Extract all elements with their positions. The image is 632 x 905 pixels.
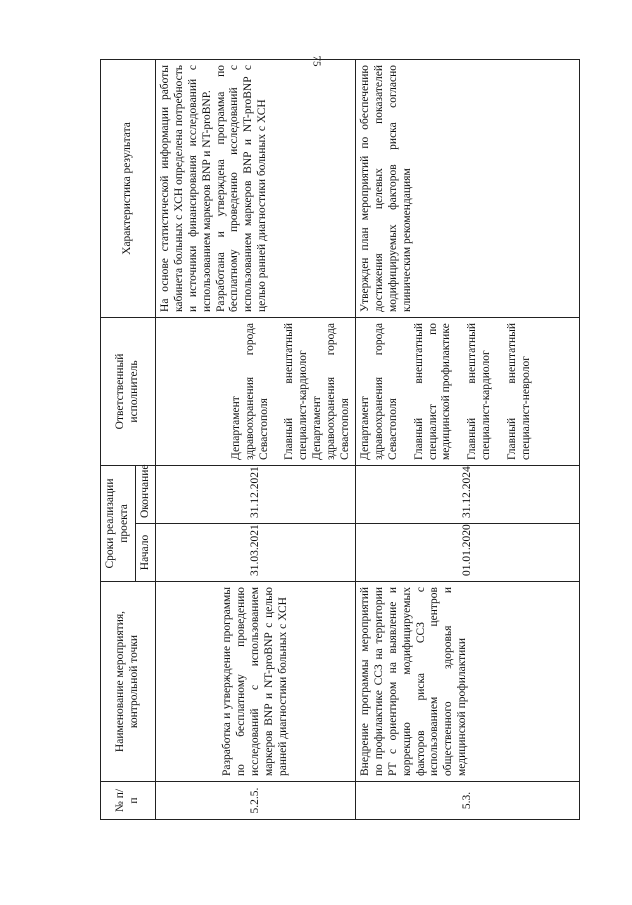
rotated-table-container xyxy=(100,60,580,820)
responsible-item: Департамент здравоохранения города Севастополя xyxy=(359,322,400,460)
row-number: 5.2.5. xyxy=(156,782,356,820)
header-responsible: Ответственный исполнитель xyxy=(101,317,156,465)
header-terms: Сроки реализации проекта xyxy=(101,465,136,581)
responsible-item: Главный внештатный специалист по медицинской профилактике xyxy=(412,322,453,460)
table-row xyxy=(356,59,580,819)
row-name-text: Внедрение программы мероприятий по профилактике ССЗ на территории РТ с ориентиром на выявление и коррекцию модифицируемых факторов риска ССЗ с использованием центров общественного здоровья и медицинской профилактики xyxy=(359,587,468,776)
responsible-item: Главный внештатный специалист-невролог xyxy=(505,322,532,460)
responsible-item: Департамент здравоохранения города Севастополя xyxy=(230,322,270,460)
header-name: Наименование мероприятия, контрольной точки xyxy=(101,582,156,782)
result-item: На основе статистической информации работы кабинета больных с ХСН определена потребность и источники финансирования исследований с использованием маркеров BNP и NT-proBNP. xyxy=(159,64,213,312)
row-name xyxy=(156,582,356,782)
row-result xyxy=(356,59,580,317)
row-name-text: Разработка и утверждение программы по бесплатному проведению исследований с использованием маркеров BNP и NT-proBNP с целью ранней диагностики больных с ХСН xyxy=(221,587,289,776)
row-number: 5.3. xyxy=(356,782,580,820)
row-end-date: 31.12.2024 xyxy=(356,465,580,523)
row-responsible xyxy=(156,317,356,465)
table-row xyxy=(156,59,356,819)
row-end-date: 31.12.2021 xyxy=(156,465,356,523)
row-responsible xyxy=(356,317,580,465)
responsible-item: Главный внештатный специалист-кардиолог xyxy=(283,322,310,460)
row-start-date: 31.03.2021 xyxy=(156,524,356,582)
header-start: Начало xyxy=(135,524,156,582)
page-number: 75 xyxy=(310,55,322,67)
project-table xyxy=(100,59,580,820)
row-result xyxy=(156,59,356,317)
result-item: Разработана и утверждена программа по бесплатному проведению исследований с использованием маркеров BNP и NT-proBNP с целью ранней диагностики больных с ХСН xyxy=(214,64,268,312)
row-start-date: 01.01.2020 xyxy=(356,524,580,582)
header-end: Окончание xyxy=(135,465,156,523)
responsible-item: Главный внештатный специалист-кардиолог xyxy=(466,322,492,460)
header-result: Характеристика результата xyxy=(101,59,156,317)
result-item: Утвержден план мероприятий по обеспечению достижения целевых показателей модифицируемых факторов риска согласно клиническим рекомендациям xyxy=(359,64,413,312)
responsible-item: Департамент здравоохранения города Севастополя xyxy=(311,322,351,460)
header-number: № п/п xyxy=(101,782,156,820)
row-name xyxy=(356,582,580,782)
